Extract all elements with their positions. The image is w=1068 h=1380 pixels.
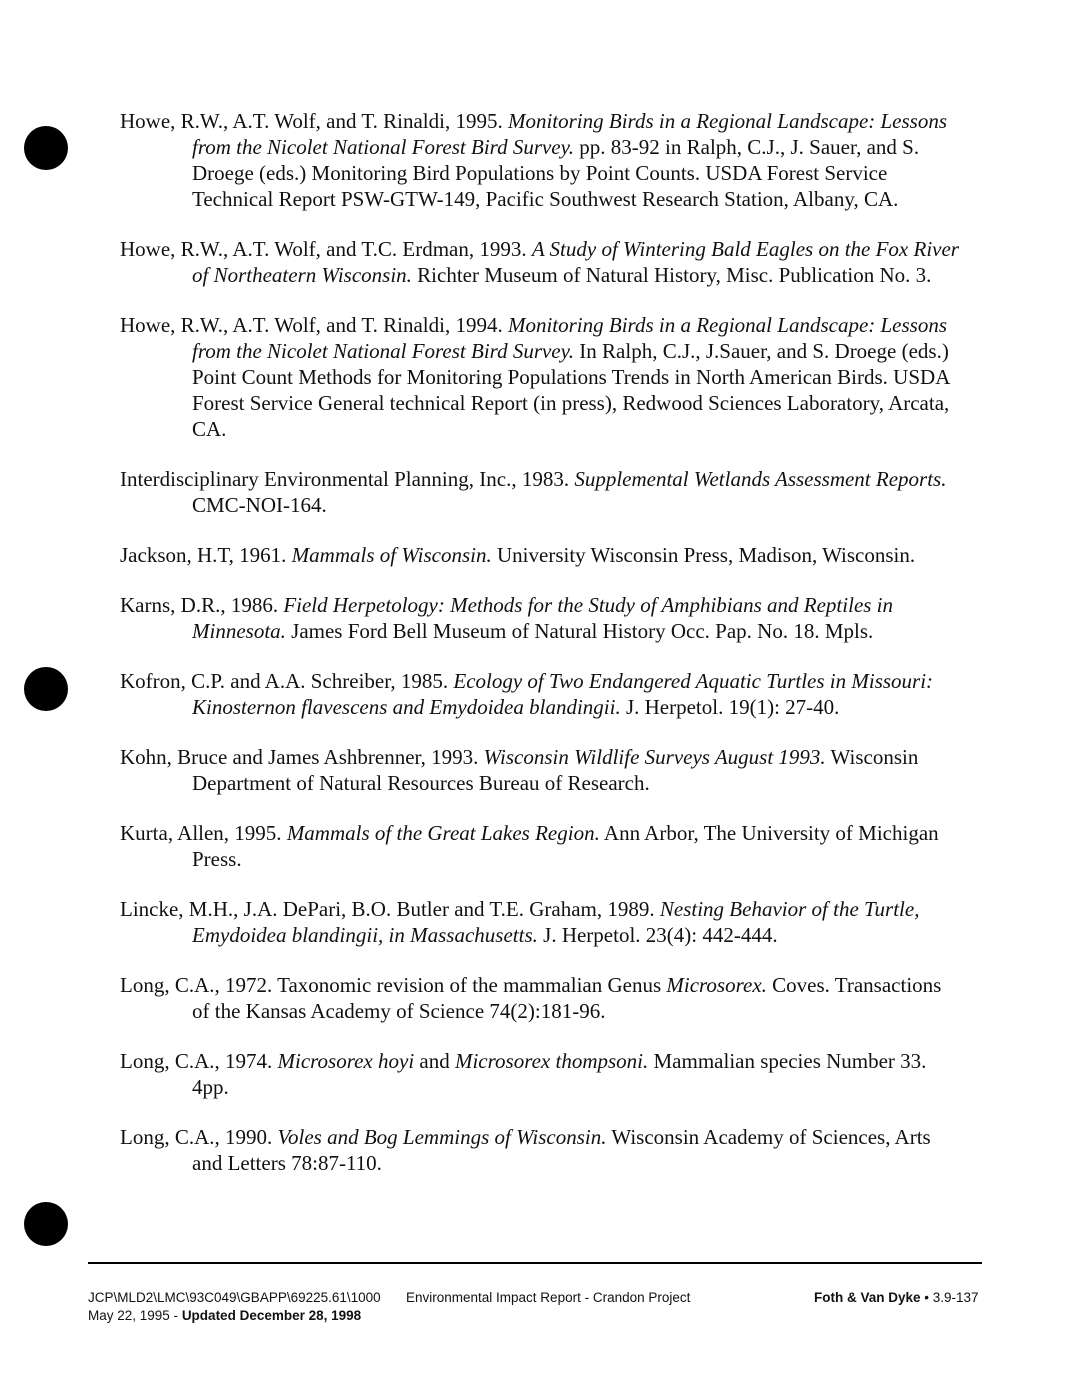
ref-source: James Ford Bell Museum of Natural History Occ. Pap. No. 18. Mpls.: [285, 619, 874, 643]
ref-authors: Howe, R.W., A.T. Wolf, and T. Rinaldi, 1994.: [120, 313, 508, 337]
reference-entry: [120, 542, 960, 568]
ref-title: Wisconsin Wildlife Surveys August 1993.: [483, 745, 826, 769]
ref-authors: Howe, R.W., A.T. Wolf, and T.C. Erdman, 1993.: [120, 237, 532, 261]
ref-source: J. Herpetol. 19(1): 27-40.: [620, 695, 840, 719]
reference-entry: [120, 108, 960, 212]
reference-entry: [120, 668, 960, 720]
ref-title: Microsorex.: [666, 973, 767, 997]
footer-right: [814, 1289, 979, 1307]
punch-hole-bottom: [24, 1202, 68, 1246]
ref-title: Monitoring Birds in a Regional Landscape: Lessons from the Nicolet National Forest Bird Survey.: [192, 313, 948, 363]
ref-title-second: Microsorex thompsoni.: [454, 1049, 649, 1073]
reference-list: [120, 108, 960, 1176]
ref-title: Monitoring Birds in a Regional Landscape: Lessons from the Nicolet National Forest Bird Survey.: [192, 109, 948, 159]
ref-source: Coves. Transactions of the Kansas Academy of Science 74(2):181-96.: [192, 973, 942, 1023]
ref-authors: Long, C.A., 1990.: [120, 1125, 278, 1149]
ref-conjunction: and: [414, 1049, 455, 1073]
ref-source: Richter Museum of Natural History, Misc. Publication No. 3.: [411, 263, 932, 287]
ref-source: Wisconsin Academy of Sciences, Arts and Letters 78:87-110.: [192, 1125, 931, 1175]
punch-hole-middle: [24, 667, 68, 711]
ref-authors: Interdisciplinary Environmental Planning, Inc., 1983.: [120, 467, 575, 491]
reference-entry: [120, 466, 960, 518]
ref-authors: Long, C.A., 1974.: [120, 1049, 278, 1073]
reference-entry: [120, 312, 960, 442]
punch-hole-top: [24, 126, 68, 170]
ref-title: Ecology of Two Endangered Aquatic Turtles in Missouri: Kinosternon flavescens and Emydoidea blandingii.: [192, 669, 934, 719]
ref-authors: Karns, D.R., 1986.: [120, 593, 284, 617]
reference-entry: [120, 972, 960, 1024]
ref-authors: Kurta, Allen, 1995.: [120, 821, 287, 845]
reference-entry: [120, 592, 960, 644]
ref-title: Microsorex hoyi: [277, 1049, 415, 1073]
reference-entry: [120, 236, 960, 288]
footer-updated: Updated December 28, 1998: [181, 1308, 362, 1323]
footer-bullet: •: [920, 1290, 933, 1305]
ref-source: CMC-NOI-164.: [192, 493, 327, 517]
footer-left: [88, 1289, 381, 1325]
footer-date-line: [88, 1307, 381, 1325]
footer-page-number: 3.9-137: [932, 1290, 979, 1305]
reference-entry: [120, 896, 960, 948]
ref-title: A Study of Wintering Bald Eagles on the Fox River of Northeatern Wisconsin.: [192, 237, 959, 287]
ref-title: Mammals of the Great Lakes Region.: [286, 821, 600, 845]
ref-authors: Jackson, H.T, 1961.: [120, 543, 292, 567]
ref-source: J. Herpetol. 23(4): 442-444.: [537, 923, 778, 947]
ref-title: Supplemental Wetlands Assessment Reports.: [574, 467, 947, 491]
ref-source: In Ralph, C.J., J.Sauer, and S. Droege (eds.) Point Count Methods for Monitoring Populations Trends in North American Birds. USDA Forest Service General technical Report (in press), Redwood Sciences Laboratory, Arcata, CA.: [192, 339, 950, 441]
ref-source: Wisconsin Department of Natural Resources Bureau of Research.: [192, 745, 919, 795]
reference-entry: [120, 1124, 960, 1176]
footer-divider: [88, 1262, 982, 1264]
reference-entry: [120, 820, 960, 872]
footer-date: May 22, 1995 -: [88, 1308, 182, 1323]
ref-source: Ann Arbor, The University of Michigan Press.: [192, 821, 939, 871]
ref-title: Voles and Bog Lemmings of Wisconsin.: [277, 1125, 607, 1149]
ref-source: University Wisconsin Press, Madison, Wisconsin.: [491, 543, 916, 567]
reference-entry: [120, 744, 960, 796]
footer-firm: Foth & Van Dyke: [814, 1290, 921, 1305]
ref-title: Nesting Behavior of the Turtle, Emydoidea blandingii, in Massachusetts.: [192, 897, 920, 947]
ref-source: pp. 83-92 in Ralph, C.J., J. Sauer, and S. Droege (eds.) Monitoring Bird Populations by Point Counts. USDA Forest Service Technical Report PSW-GTW-149, Pacific Southwest Research Station, Albany, CA.: [192, 135, 920, 211]
ref-authors: Kohn, Bruce and James Ashbrenner, 1993.: [120, 745, 484, 769]
footer-file-path: JCP\MLD2\LMC\93C049\GBAPP\69225.61\1000: [88, 1290, 381, 1305]
ref-title: Field Herpetology: Methods for the Study of Amphibians and Reptiles in Minnesota.: [192, 593, 894, 643]
ref-authors: Howe, R.W., A.T. Wolf, and T. Rinaldi, 1995.: [120, 109, 508, 133]
ref-source: Mammalian species Number 33. 4pp.: [192, 1049, 927, 1099]
ref-authors: Long, C.A., 1972. Taxonomic revision of the mammalian Genus: [120, 973, 667, 997]
ref-title: Mammals of Wisconsin.: [291, 543, 492, 567]
ref-authors: Lincke, M.H., J.A. DePari, B.O. Butler and T.E. Graham, 1989.: [120, 897, 660, 921]
reference-entry: [120, 1048, 960, 1100]
footer-report-title: Environmental Impact Report - Crandon Project: [406, 1290, 691, 1305]
ref-authors: Kofron, C.P. and A.A. Schreiber, 1985.: [120, 669, 454, 693]
